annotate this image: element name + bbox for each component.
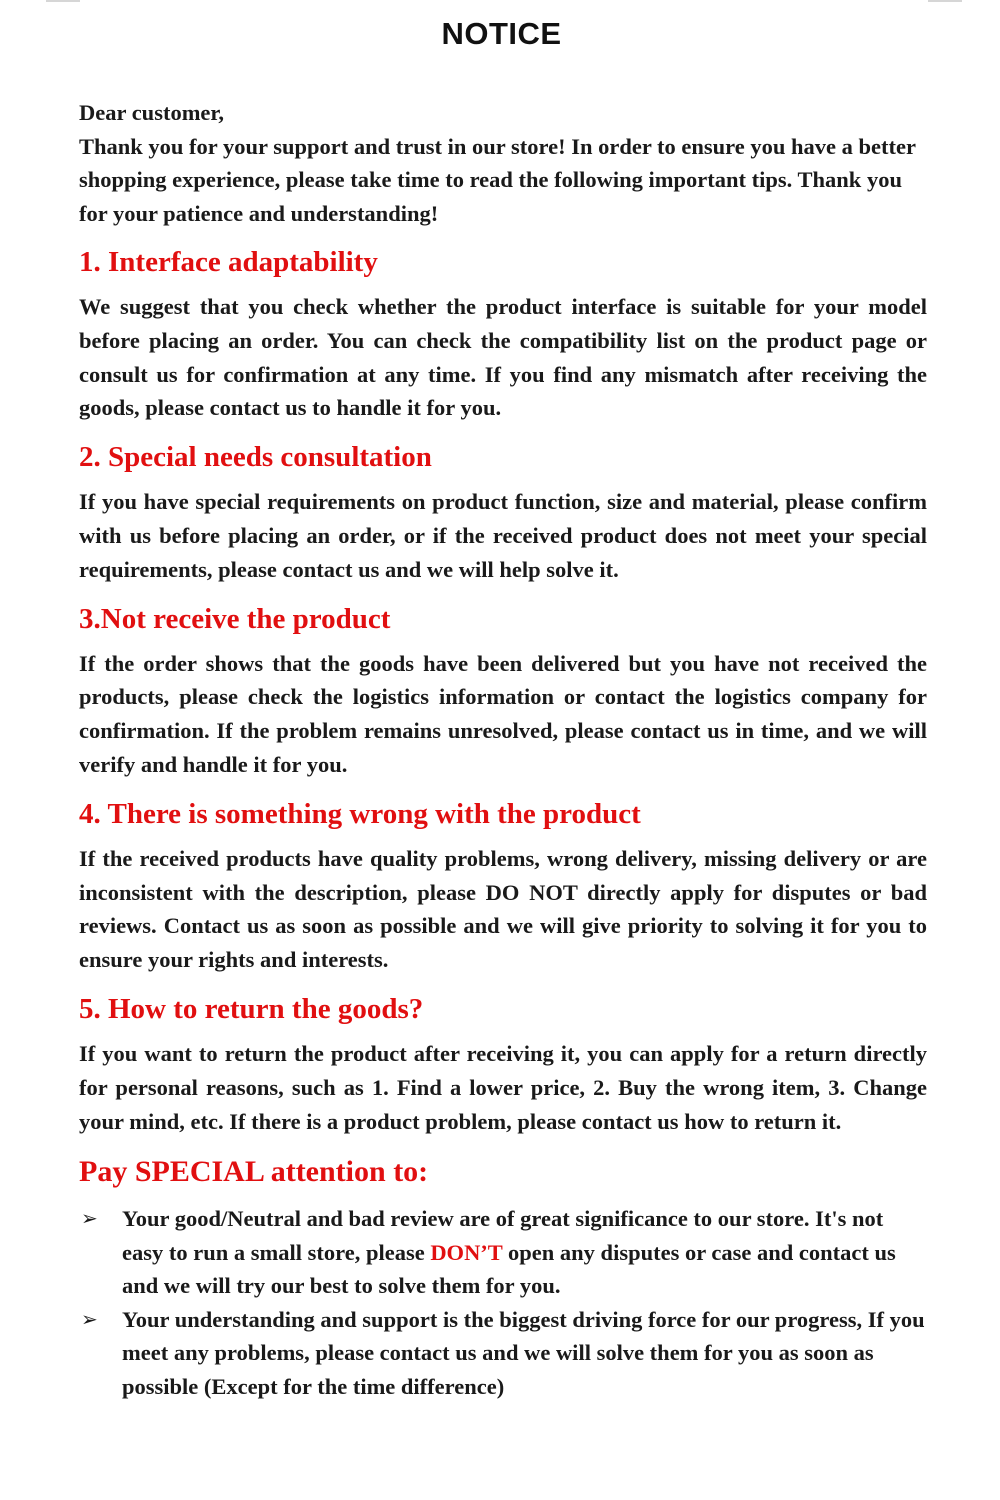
section-4 <box>79 796 927 977</box>
section-heading: 5. How to return the goods? <box>79 992 424 1025</box>
special-attention-list <box>79 1202 927 1403</box>
intro-block <box>79 96 927 230</box>
dont-highlight: DON’T <box>430 1239 503 1265</box>
section-3 <box>79 601 927 782</box>
section-body: We suggest that you check whether the product interface is suitable for your model before placing an order. You can check the compatibility list on the product page or consult us for confirmation at any time. If you find any mismatch after receiving the goods, please contact us to handle it for you. <box>79 294 927 421</box>
special-attention-block <box>79 1154 927 1403</box>
section-body: If you have special requirements on product function, size and material, please confirm with us before placing an order, or if the received product does not meet your special requirements, please contact us and we will help solve it. <box>79 489 927 582</box>
bullet-text-end: open any disputes or case and contact us and we will try our best to solve them for you. <box>122 1239 896 1299</box>
section-heading: 2. Special needs consultation <box>79 441 432 474</box>
section-heading: 4. There is something wrong with the product <box>79 797 641 830</box>
arrow-bullet-icon: ➢ <box>81 1206 98 1231</box>
section-heading: 3.Not receive the product <box>79 602 391 635</box>
special-attention-heading: Pay SPECIAL attention to: <box>79 1155 429 1189</box>
section-body: If you want to return the product after receiving it, you can apply for a return directly for personal reasons, such as 1. Find a lower price, 2. Buy the wrong item, 3. Change your mind, etc. If there is a product problem, please contact us how to return it. <box>79 1040 927 1134</box>
arrow-bullet-icon: ➢ <box>81 1306 98 1331</box>
intro-text: Thank you for your support and trust in our store! In order to ensure you have a better shopping experience, please take time to read the following important tips. Thank you for your patience and understanding! <box>79 133 916 226</box>
greeting: Dear customer, <box>79 100 224 125</box>
bullet-text-start: Your good/Neutral and bad review are of great significance to our store. It's not easy to run a small store, please <box>122 1206 884 1265</box>
notice-title: NOTICE <box>441 16 562 51</box>
top-right-edge-mark <box>928 0 962 2</box>
list-item <box>79 1202 927 1303</box>
section-body: If the received products have quality problems, wrong delivery, missing delivery or are inconsistent with the description, please DO NOT directly apply for disputes or bad reviews. Contact us as soon as possible and we will give priority to solving it for you to ensure your rights and interests. <box>79 845 927 973</box>
list-item <box>79 1303 927 1404</box>
bullet-text: Your understanding and support is the biggest driving force for our progress, If you meet any problems, please contact us and we will solve them for you as soon as possible (Except for the time difference) <box>122 1306 925 1399</box>
section-5 <box>79 991 927 1138</box>
section-heading: 1. Interface adaptability <box>79 246 378 278</box>
notice-document <box>79 0 927 1403</box>
section-body: If the order shows that the goods have been delivered but you have not received the products, please check the logistics information or contact the logistics company for confirmation. If the problem remains unresolved, please contact us in time, and we will verify and handle it for you. <box>79 650 927 777</box>
section-2 <box>79 439 927 586</box>
top-left-edge-mark <box>46 0 80 2</box>
section-1 <box>79 244 927 425</box>
